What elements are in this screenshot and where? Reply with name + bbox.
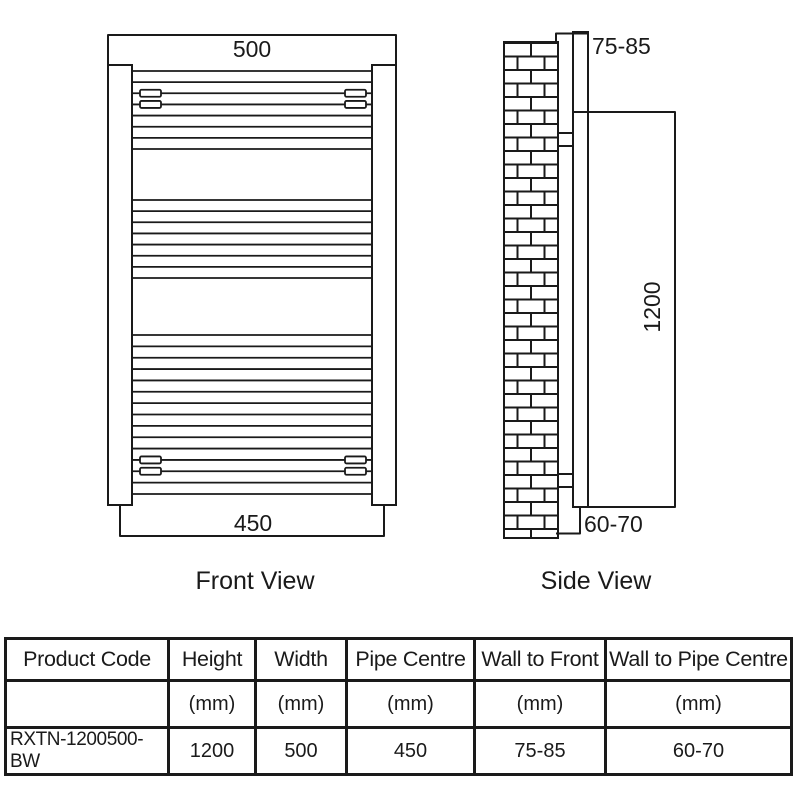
table-header-wall-to-front: Wall to Front (475, 639, 606, 681)
side-top-wall-bracket (558, 133, 573, 146)
specification-table (4, 637, 793, 776)
table-unit-pipe-centre: (mm) (347, 681, 475, 728)
cell-wall-to-front: 75-85 (475, 728, 606, 775)
front-right-leg (372, 65, 396, 505)
brick-wall (504, 42, 558, 538)
wall-to-pipe-centre-dimension-label: 60-70 (584, 511, 643, 537)
table-header-product-code: Product Code (6, 639, 169, 681)
table-unit-height: (mm) (169, 681, 256, 728)
cell-wall-to-pipe-centre: 60-70 (606, 728, 792, 775)
table-data-row (6, 728, 792, 775)
table-unit-wall-to-pipe-centre: (mm) (606, 681, 792, 728)
table-header-pipe-centre: Pipe Centre (347, 639, 475, 681)
side-view-drawing (504, 32, 675, 595)
cell-width: 500 (256, 728, 347, 775)
front-view-label: Front View (195, 567, 315, 595)
table-header-height: Height (169, 639, 256, 681)
height-dimension-label: 1200 (639, 281, 665, 333)
wall-to-pipe-centre-dimension-bracket (556, 507, 580, 534)
cell-height: 1200 (169, 728, 256, 775)
front-left-leg (108, 65, 132, 505)
table-header-width: Width (256, 639, 347, 681)
table-unit-product-code (6, 681, 169, 728)
rails-group (132, 71, 372, 494)
table-unit-wall-to-front: (mm) (475, 681, 606, 728)
rail-tabs-group (140, 90, 366, 475)
cell-pipe-centre: 450 (347, 728, 475, 775)
side-radiator-profile (573, 32, 588, 507)
pipe-centre-dimension-label: 450 (233, 510, 273, 536)
front-width-dimension-label: 500 (232, 36, 272, 62)
side-bottom-wall-bracket (558, 474, 573, 487)
table-units-row (6, 681, 792, 728)
side-view-label: Side View (540, 567, 652, 595)
table-unit-width: (mm) (256, 681, 347, 728)
wall-to-front-dimension-label: 75-85 (592, 33, 651, 59)
front-view-drawing (108, 35, 396, 595)
table-header-wall-to-pipe-centre: Wall to Pipe Centre (606, 639, 792, 681)
table-header-row (6, 639, 792, 681)
cell-product-code: RXTN-1200500-BW (6, 728, 169, 775)
